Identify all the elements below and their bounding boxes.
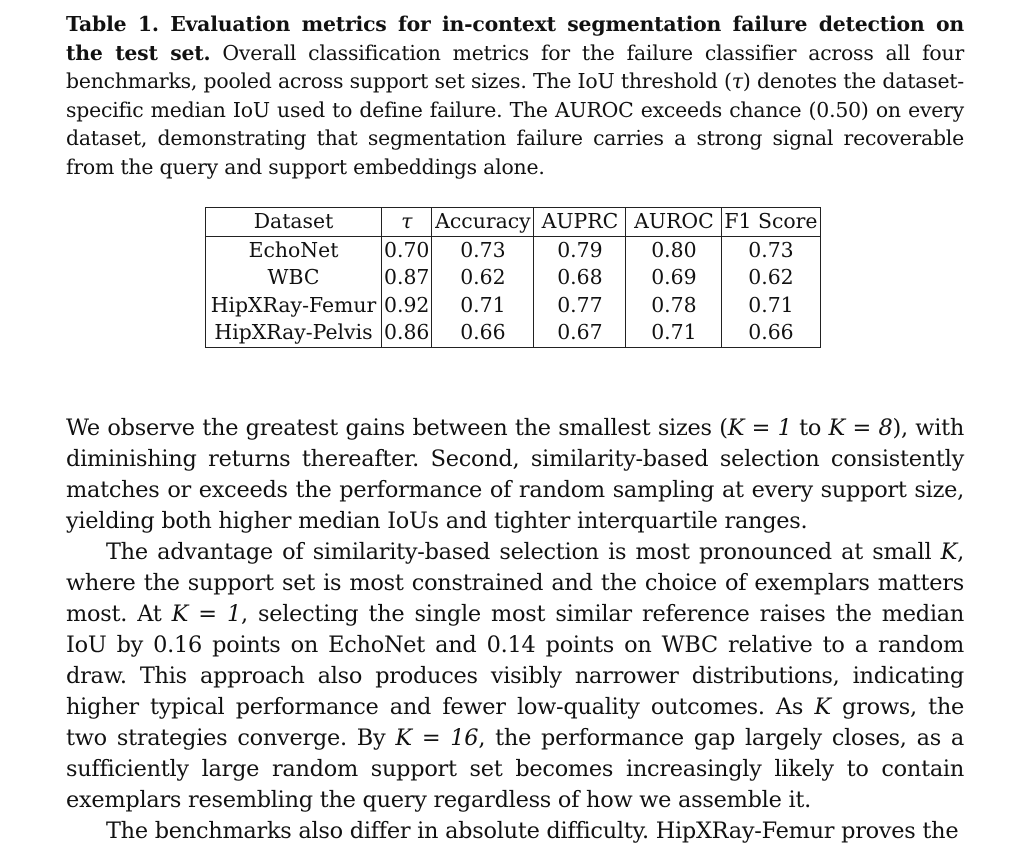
header-tau: τ	[382, 208, 432, 237]
caption-text-2: ) denotes the dataset-specific median IoU used to define failure. The AUROC exceeds chance (0.50) on every dataset, demonstrating that segmentation failure carries a strong signal recoverable from the query and support embeddings alone.	[66, 69, 964, 179]
cell-dataset: WBC	[206, 264, 382, 292]
p2-math-2: K = 1	[171, 601, 241, 627]
header-auprc: AUPRC	[534, 208, 626, 237]
p2-math-3: K	[814, 694, 831, 720]
p2-math-1: K	[940, 539, 958, 565]
table-row	[206, 236, 821, 264]
cell-accuracy: 0.71	[432, 292, 534, 320]
cell-auroc: 0.71	[626, 319, 722, 347]
cell-f1: 0.71	[722, 292, 820, 320]
cell-f1: 0.73	[722, 236, 820, 264]
table-row	[206, 264, 821, 292]
p2-text-e: , the performance gap largely closes, as a sufficiently large random support set becomes increasingly likely to contain exemplars resembling the query regardless of how we assemble it.	[66, 725, 964, 813]
cell-auprc: 0.77	[534, 292, 626, 320]
metrics-table	[205, 207, 821, 348]
cell-auprc: 0.68	[534, 264, 626, 292]
cell-accuracy: 0.73	[432, 236, 534, 264]
cell-accuracy: 0.66	[432, 319, 534, 347]
header-dataset: Dataset	[206, 208, 382, 237]
caption-text-1: Overall classification metrics for the failure classifier across all four benchmarks, pooled across support set sizes. The IoU threshold (	[66, 40, 964, 94]
cell-auroc: 0.69	[626, 264, 722, 292]
table-row	[206, 319, 821, 347]
cell-f1: 0.66	[722, 319, 820, 347]
table-row	[206, 292, 821, 320]
cell-auroc: 0.78	[626, 292, 722, 320]
p1-text-a: We observe the greatest gains between the smallest sizes (	[66, 415, 728, 441]
p2-text-b: , where the support set is most constrained and the choice of exemplars matters most. At	[66, 539, 964, 627]
paragraph-2	[66, 537, 964, 816]
paragraph-1	[66, 413, 964, 537]
header-f1-score: F1 Score	[722, 208, 820, 237]
cell-tau: 0.87	[382, 264, 432, 292]
p1-text-c: ), with diminishing returns thereafter. Second, similarity-based selection consistently matches or exceeds the performance of random sampling at every support size, yielding both higher median IoUs and tighter interquartile ranges.	[66, 415, 965, 534]
cell-dataset: HipXRay-Pelvis	[206, 319, 382, 347]
p2-text-a: The advantage of similarity-based selection is most pronounced at small	[106, 539, 941, 565]
caption-tau-symbol: τ	[731, 69, 743, 94]
cell-dataset: EchoNet	[206, 236, 382, 264]
p2-text-d: grows, the two strategies converge. By	[66, 694, 964, 751]
cell-dataset: HipXRay-Femur	[206, 292, 382, 320]
cell-auprc: 0.67	[534, 319, 626, 347]
cell-f1: 0.62	[722, 264, 820, 292]
body-text	[66, 413, 964, 847]
cell-tau: 0.86	[382, 319, 432, 347]
p2-math-4: K = 16	[395, 725, 479, 751]
p2-text-c: , selecting the single most similar reference raises the median IoU by 0.16 points on EchoNet and 0.14 points on WBC relative to a random draw. This approach also produces visibly narrower distributions, indicating higher typical performance and fewer low-quality outcomes. As	[66, 601, 965, 720]
table-caption	[66, 10, 964, 182]
paragraph-3	[66, 816, 964, 847]
header-auroc: AUROC	[626, 208, 722, 237]
cell-accuracy: 0.62	[432, 264, 534, 292]
p1-text-b: to	[791, 415, 829, 441]
cell-auroc: 0.80	[626, 236, 722, 264]
cell-tau: 0.92	[382, 292, 432, 320]
p3-text-a: The benchmarks also differ in absolute difficulty. HipXRay-Femur proves the	[106, 818, 959, 844]
cell-tau: 0.70	[382, 236, 432, 264]
cell-auprc: 0.79	[534, 236, 626, 264]
table-header-row	[206, 208, 821, 237]
p1-math-1: K = 1	[727, 415, 792, 441]
caption-label: Table 1. Evaluation metrics for in-context segmentation failure detection on the test set.	[66, 12, 964, 65]
header-accuracy: Accuracy	[432, 208, 534, 237]
p1-math-2: K = 8	[828, 415, 893, 441]
